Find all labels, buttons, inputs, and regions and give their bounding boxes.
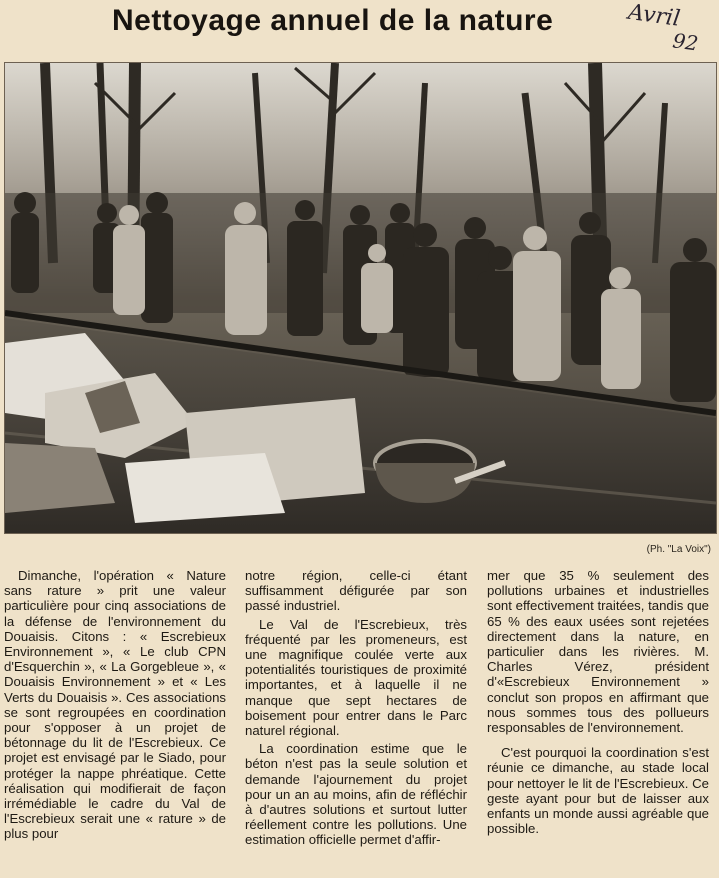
paragraph: C'est pourquoi la coordination s'est réunie ce dimanche, au stade local pour nettoyer le lit de l'Escrebieux. Ce geste ayant pour but de laisser aux enfants un monde aussi agréable que possible. (487, 745, 709, 837)
news-photo (4, 62, 717, 534)
article-column-3 (487, 568, 709, 836)
paragraph: mer que 35 % seulement des pollutions urbaines et industrielles sont effectivement traitées, tandis que 65 % des eaux usées sont rejetées directement dans la nature, en particulier dans les rivières. M. Charles Vérez, président d'«Escrebieux Environnement » conclut son propos en affirmant que nous sommes tous des pollueurs responsables de l'environnement. (487, 568, 709, 736)
handwritten-month: Avril (626, 0, 682, 32)
paragraph: La coordination estime que le béton n'est pas la seule solution et demande l'ajournement du projet pour un an au moins, afin de réfléchir à d'autres solutions et surtout lutter réellement contre les pollutions. Une estimation officielle permet d'affir- (245, 741, 467, 848)
article-column-2 (245, 568, 467, 848)
photo-illustration (5, 63, 716, 533)
headline-area (0, 0, 719, 58)
photo-credit: (Ph. "La Voix") (646, 544, 711, 555)
paragraph: notre région, celle-ci étant suffisamment défigurée par son passé industriel. (245, 568, 467, 614)
handwritten-year: 92 (671, 28, 700, 56)
article-headline: Nettoyage annuel de la nature (112, 4, 554, 37)
paragraph: Dimanche, l'opération « Nature sans rature » prit une valeur particulière pour cinq associations de la défense de l'environnement du Douaisis. Citons : « Escrebieux Environnement », « Le club CPN d'Esquerchin », « La Gorgebleue », « Douaisis Environnement » et « Les Verts du Douaisis ». Ces associations se sont regroupées en coordination pour s'opposer à un projet de bétonnage du lit de l'Escrebieux. Ce projet est envisagé par le Siado, pour protéger la nappe phréatique. Cette réalisation qui modifierait de façon irrémédiable le cadre du Val de l'Escrebieux serait une « rature » de plus pour (4, 568, 226, 842)
paragraph: Le Val de l'Escrebieux, très fréquenté par les promeneurs, est une magnifique coulée verte aux potentialités touristiques de proximité importantes, et à laquelle il ne manque que sept hectares de boisement pour entrer dans le Parc naturel régional. (245, 616, 467, 739)
article-column-1 (4, 568, 226, 842)
